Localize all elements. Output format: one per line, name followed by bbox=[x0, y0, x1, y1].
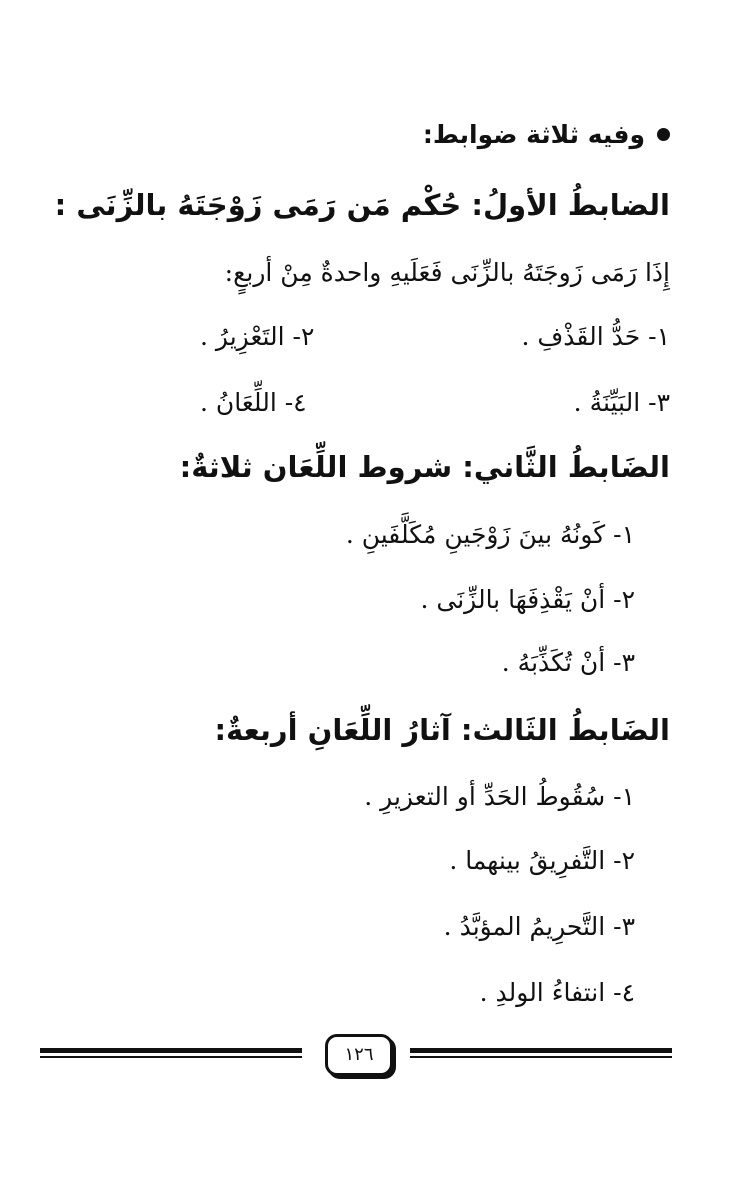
section-1-row-1 bbox=[200, 322, 670, 351]
page-footer bbox=[40, 1030, 672, 1080]
bullet-icon bbox=[657, 128, 670, 141]
section-1-item-2: ٢- التَعْزِيرُ . bbox=[200, 322, 315, 351]
section-3-item-3: ٣- التَّحرِيمُ المؤبَّدُ . bbox=[443, 912, 635, 941]
section-2-item-3: ٣- أنْ تُكَذِّبَهُ . bbox=[501, 648, 635, 677]
section-3-item-2: ٢- التَّفرِيقُ بينهما . bbox=[449, 846, 635, 875]
section-3-item-1: ١- سُقُوطُ الحَدِّ أو التعزيرِ . bbox=[364, 782, 635, 811]
section-2-item-1: ١- كَونُهُ بينَ زَوْجَينِ مُكَلَّفَينِ . bbox=[345, 520, 635, 549]
section-1-paragraph: إِذَا رَمَى زَوجَتَهُ بالزِّنَى فَعَلَيهِ واحدةٌ مِنْ أربعٍ: bbox=[224, 258, 670, 287]
section-3-item-4: ٤- انتفاءُ الولدِ . bbox=[479, 978, 635, 1007]
section-2-item-2: ٢- أنْ يَقْذِفَهَا بالزِّنَى . bbox=[420, 585, 635, 614]
section-1-item-3: ٣- البَيِّنَةُ . bbox=[573, 388, 670, 417]
section-2-heading: الضَابطُ الثَّاني: شروط اللِّعَان ثلاثةٌ: bbox=[179, 450, 670, 484]
section-1-item-4: ٤- اللِّعَانُ . bbox=[200, 388, 307, 417]
section-1-row-2 bbox=[200, 388, 670, 417]
section-1-item-1: ١- حَدُّ القَذْفِ . bbox=[521, 322, 670, 351]
footer-rule-left bbox=[40, 1048, 302, 1060]
intro-text: وفيه ثلاثة ضوابط: bbox=[422, 120, 645, 149]
section-3-heading: الضَابطُ الثَالث: آثارُ اللِّعَانِ أربعةٌ: bbox=[214, 713, 670, 747]
section-1-heading: الضابطُ الأولُ: حُكْم مَن رَمَى زَوْجَتَهُ بالزِّنَى : bbox=[54, 188, 670, 222]
intro-line bbox=[423, 120, 670, 149]
page-number: ١٢٦ bbox=[325, 1034, 393, 1076]
footer-rule-right bbox=[410, 1048, 672, 1060]
